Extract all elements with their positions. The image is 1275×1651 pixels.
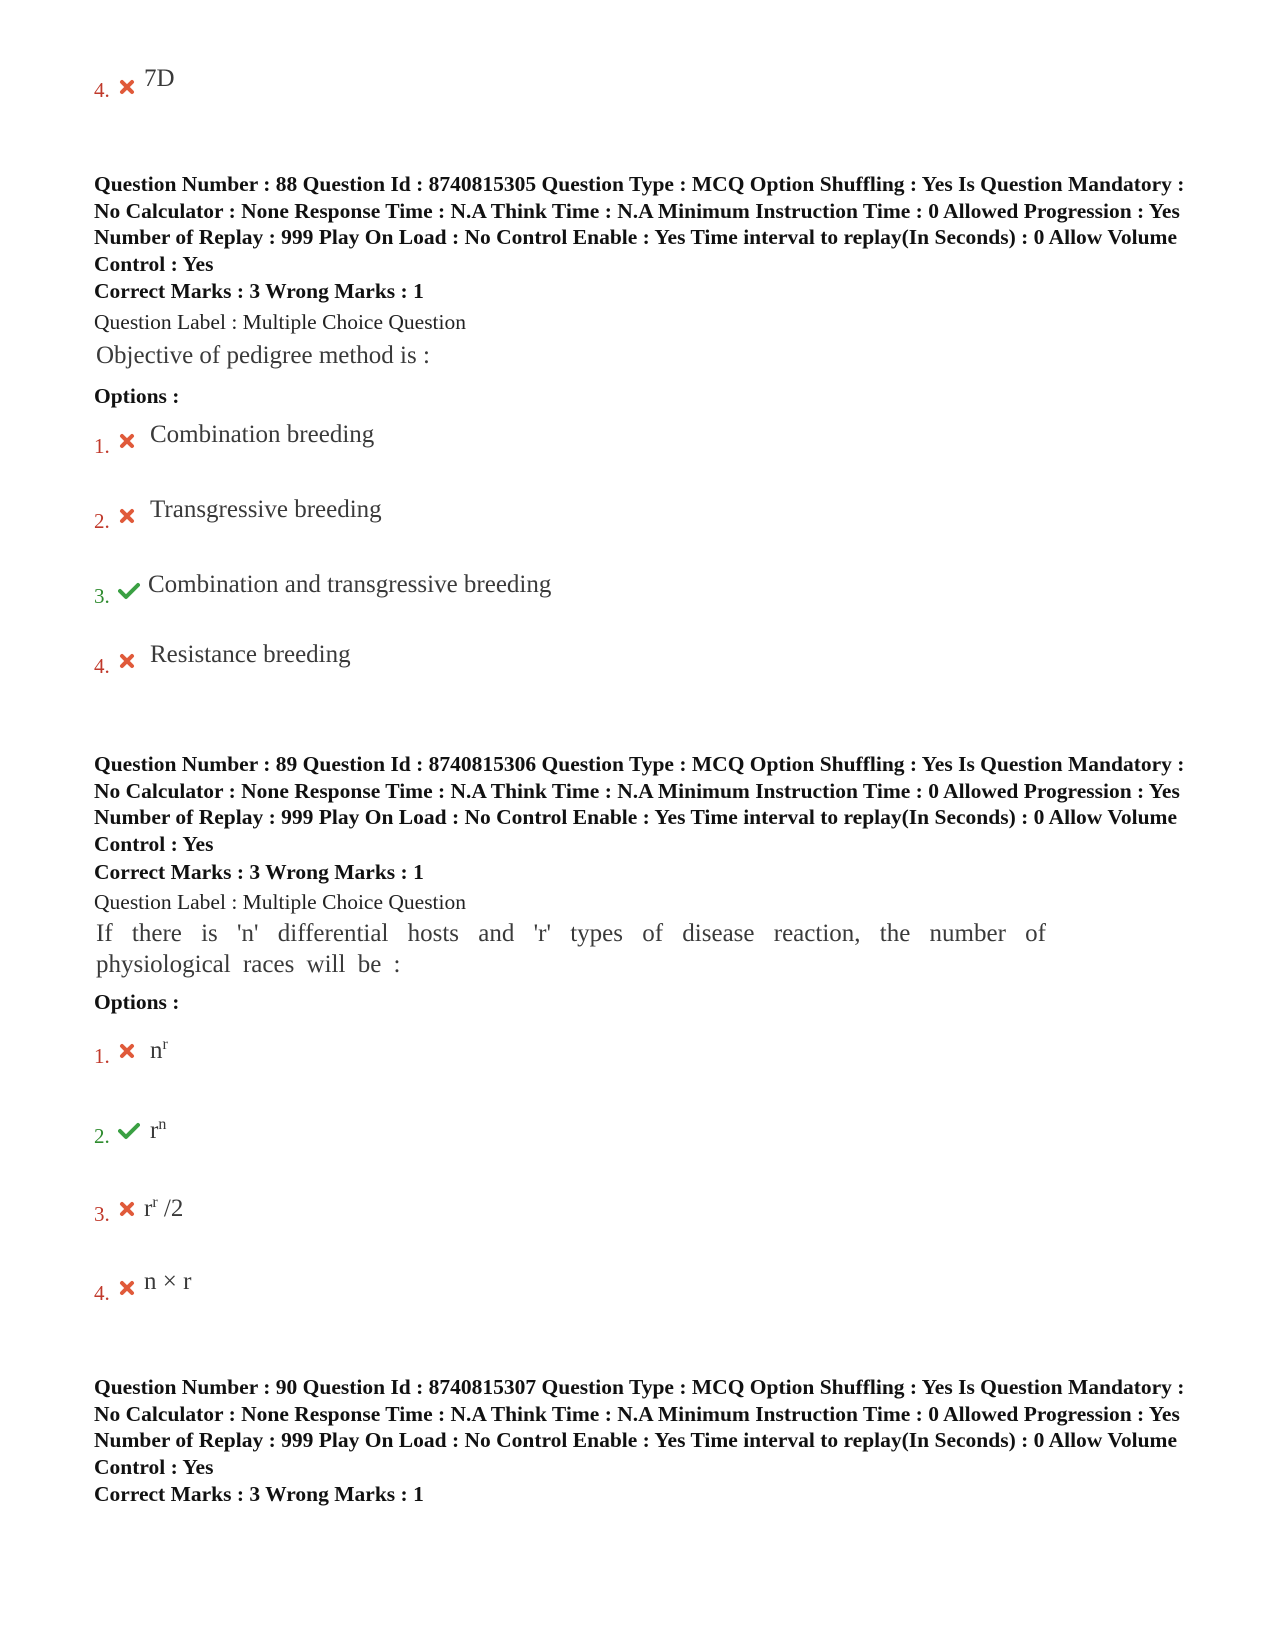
option-number: 4. (94, 1281, 110, 1305)
cross-icon (118, 432, 136, 450)
option-item (94, 1110, 794, 1150)
option-number: 3. (94, 584, 110, 608)
option-item (94, 1030, 794, 1070)
option-text (144, 1188, 183, 1224)
question-label: Question Label : Multiple Choice Question (94, 310, 467, 334)
options-heading: Options : (94, 990, 180, 1014)
option-text: Transgressive breeding (150, 496, 382, 523)
option-item (94, 495, 794, 535)
question-meta: Question Number : 90 Question Id : 8740815307 Question Type : MCQ Option Shuffling : Yes Is Question Mandatory : No Calculator : None Response Time : N.A Think Time : N.A Minimum Instruction Time : 0 Allowed Progression : Yes Number of Replay : 999 Play On Load : No Control Enable : Yes Time interval to replay(In Seconds) : 0 Allow Volume Control : Yes (94, 1375, 1185, 1479)
option-text: Combination breeding (150, 421, 375, 448)
option-number: 1. (94, 434, 110, 458)
option-text: Resistance breeding (150, 641, 351, 668)
option-number: 1. (94, 1044, 110, 1068)
option-text (150, 1110, 166, 1146)
question-label: Question Label : Multiple Choice Question (94, 890, 467, 914)
option-number: 2. (94, 509, 110, 533)
option-item (94, 570, 794, 610)
options-heading: Options : (94, 384, 180, 408)
question-meta: Question Number : 89 Question Id : 8740815306 Question Type : MCQ Option Shuffling : Yes Is Question Mandatory : No Calculator : None Response Time : N.A Think Time : N.A Minimum Instruction Time : 0 Allowed Progression : Yes Number of Replay : 999 Play On Load : No Control Enable : Yes Time interval to replay(In Seconds) : 0 Allow Volume Control : Yes (94, 752, 1185, 856)
cross-icon (118, 78, 136, 96)
cross-icon (118, 1042, 136, 1060)
option-number: 3. (94, 1202, 110, 1226)
option-item (94, 1267, 794, 1307)
option-number: 2. (94, 1124, 110, 1148)
option-number: 4. (94, 78, 110, 102)
question-text: If there is 'n' differential hosts and 'r' types of disease reaction, the number of physiological races will be : (96, 920, 1046, 978)
checkmark-icon (118, 582, 140, 600)
checkmark-icon (118, 1122, 140, 1140)
question-text: Objective of pedigree method is : (96, 342, 430, 369)
option-base: r (144, 1195, 153, 1222)
option-text (144, 1261, 191, 1297)
cross-icon (118, 1279, 136, 1297)
option-item (94, 420, 794, 460)
option-tail: /2 (157, 1195, 184, 1222)
option-base: n × r (144, 1268, 192, 1295)
cross-icon (118, 507, 136, 525)
option-text: Combination and transgressive breeding (148, 571, 552, 598)
question-marks: Correct Marks : 3 Wrong Marks : 1 (94, 1482, 424, 1506)
question-marks: Correct Marks : 3 Wrong Marks : 1 (94, 279, 424, 303)
option-base: n (150, 1037, 163, 1064)
option-text (150, 1030, 168, 1066)
option-number: 4. (94, 654, 110, 678)
question-marks: Correct Marks : 3 Wrong Marks : 1 (94, 860, 424, 884)
option-item (94, 1188, 794, 1228)
cross-icon (118, 1200, 136, 1218)
option-item (94, 64, 794, 104)
option-superscript: r (152, 1194, 158, 1211)
option-item (94, 640, 794, 680)
cross-icon (118, 652, 136, 670)
option-text: 7D (144, 65, 175, 92)
option-superscript: n (158, 1116, 167, 1133)
question-meta: Question Number : 88 Question Id : 8740815305 Question Type : MCQ Option Shuffling : Yes Is Question Mandatory : No Calculator : None Response Time : N.A Think Time : N.A Minimum Instruction Time : 0 Allowed Progression : Yes Number of Replay : 999 Play On Load : No Control Enable : Yes Time interval to replay(In Seconds) : 0 Allow Volume Control : Yes (94, 172, 1185, 276)
option-superscript: r (162, 1036, 168, 1053)
option-base: r (150, 1117, 159, 1144)
